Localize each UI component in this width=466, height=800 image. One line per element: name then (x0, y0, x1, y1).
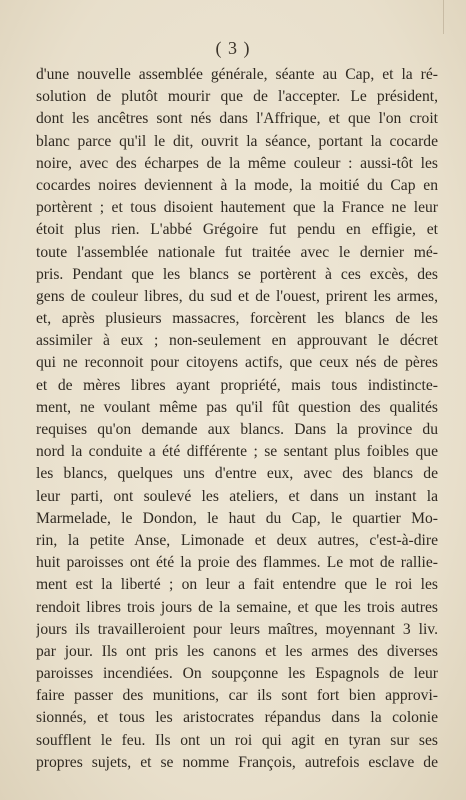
text-line: assimiler à eux ; non-seulement en approuvant le décret (36, 332, 438, 350)
text-line: noire, avec des écharpes de la même couleur : aussi-tôt les (36, 154, 438, 172)
text-line: d'une nouvelle assemblée générale, séante au Cap, et la ré- (36, 66, 438, 83)
text-line: et, après plusieurs massacres, forcèrent les blancs de les (36, 310, 438, 328)
text-line: requises qu'on demande aux blancs. Dans la province du (36, 421, 438, 438)
page-fold-mark (431, 0, 444, 34)
body-text (36, 64, 438, 774)
text-line: faire passer des munitions, car ils sont fort bien approvi- (36, 687, 438, 705)
text-line: toute l'assemblée nationale fut traitée avec le dernier mé- (36, 243, 438, 261)
text-line: sionnés, et tous les aristocrates répandus dans la colonie (36, 709, 438, 727)
text-line: gens de couleur libres, du sud et de l'ouest, prirent les armes, (36, 287, 438, 305)
text-line: cocardes noires deviennent à la mode, la moitié du Cap en (36, 176, 438, 194)
page-number: ( 3 ) (215, 38, 251, 58)
text-line: étoit plus rien. L'abbé Grégoire fut pendu en effigie, et (36, 221, 438, 239)
text-line: propres sujets, et se nomme François, autrefois esclave de (36, 753, 438, 771)
text-line: rin, la petite Anse, Limonade et deux autres, c'est-à-dire (36, 531, 438, 549)
text-line: et de mères libres ayant propriété, mais tous indistincte- (36, 376, 438, 394)
text-line: ment, ne voulant même pas qu'il fût question des qualités (36, 398, 438, 416)
text-line: Marmelade, le Dondon, le haut du Cap, le quartier Mo- (36, 509, 438, 527)
text-line: pris. Pendant que les blancs se portèrent à ces excès, des (36, 265, 438, 283)
text-line: blanc parce qu'il le dit, ouvrit la séance, portant la cocarde (36, 132, 438, 150)
text-line: portèrent ; et tous disoient hautement que la France ne leur (36, 199, 438, 217)
text-line: rendoit libres trois jours de la semaine, et que les trois autres (36, 598, 438, 616)
text-line: jours ils travailleroient pour leurs maîtres, moyennant 3 liv. (36, 620, 438, 638)
text-line: soufflent le feu. Ils ont un roi qui agit en tyran sur ses (36, 731, 438, 749)
text-line: par jour. Ils ont pris les canons et les armes des diverses (36, 642, 438, 660)
text-line: huit paroisses ont été la proie des flammes. Le mot de rallie- (36, 554, 438, 572)
text-line: les blancs, quelques uns d'entre eux, avec des blancs de (36, 465, 438, 483)
text-line: leur parti, ont soulevé les ateliers, et dans un instant la (36, 487, 438, 505)
text-line: paroisses incendiées. On soupçonne les Espagnols de leur (36, 665, 438, 683)
text-line: nord la conduite a été différente ; se sentant plus foibles que (36, 443, 438, 461)
text-line: solution de plutôt mourir que de l'accepter. Le président, (36, 88, 438, 106)
text-line: dont les ancêtres sont nés dans l'Affrique, et que l'on croit (36, 110, 438, 128)
text-line: ment est la liberté ; on leur a fait entendre que le roi les (36, 576, 438, 594)
text-line: qui ne reconnoit pour citoyens actifs, que ceux nés de pères (36, 354, 438, 372)
